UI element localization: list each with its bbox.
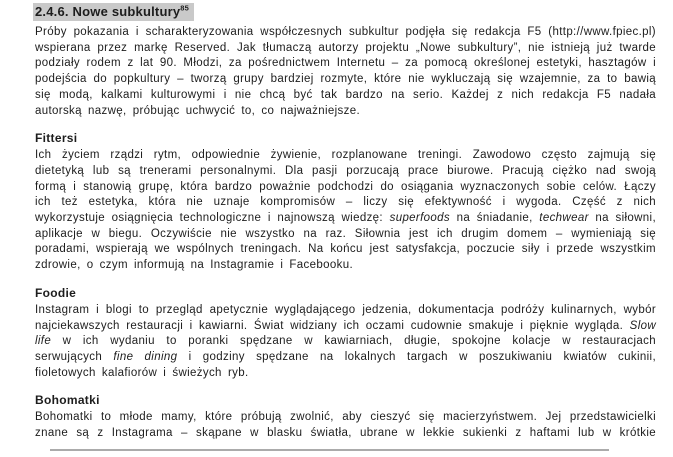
subsection-heading-foodie: Foodie: [35, 285, 77, 300]
subsection-heading-fittersi: Fittersi: [35, 131, 78, 146]
subsection-paragraph-foodie: Instagram i blogi to przegląd apetycznie wyglądającego jedzenia, dokumentacja podróży kulinarnych, wybór najciekawszych restauracji i kawiarni. Świat widziany ich oczami cudownie smakuje i pięknie wygląda. Slow life w ich wydaniu to poranki spędzane w kawiarniach, długie, spokojne kolacje w restauracjach serwujących fine dining i godziny spędzane na lokalnych targach w poszukiwaniu kwiatów cukinii, fioletowych kalafiorów i świeżych ryb.: [35, 303, 656, 379]
section-heading-text: 2.4.6. Nowe subkultury: [35, 4, 181, 19]
subsection-paragraph-bohomatki: Bohomatki to młode mamy, które próbują zwolnić, aby cieszyć się macierzyństwem. Jej przedstawicielki znane są z Instagrama – skąpane w blasku światła, ubrane w lekkie sukienki z haftami lub w krótkie: [35, 411, 656, 440]
section-heading-highlight: [33, 3, 194, 21]
subsection-paragraph-fittersi: Ich życiem rządzi rytm, odpowiednie żywienie, rozplanowane treningi. Zawodowo często zajmują się dietetyką lub są trenerami personalnymi. Dla pasji porzucają prace biurowe. Pracują ciężko nad swoją formą i stanowią grupę, która bardzo poważnie podchodzi do osiągania wyznaczonych sobie celów. Łączy ich też estetyka, która nie uznaje kompromisów – liczy się efektywność i wygoda. Część z nich wykorzystuje osiągnięcia technologiczne i najnowszą wiedzę: superfoods na śniadanie, techwear na siłowni, aplikacje w biegu. Oczywiście nie wszystko na raz. Siłownia jest ich drugim domem – wymieniają się poradami, wspierają we wspólnych treningach. Na końcu jest satysfakcja, poczucie siły i przede wszystkim zdrowie, o czym informują na Instagramie i Facebooku.: [35, 149, 656, 272]
section-heading: [35, 3, 656, 21]
subsection-heading-bohomatki: Bohomatki: [35, 393, 100, 408]
intro-paragraph: Próby pokazania i scharakteryzowania współczesnych subkultur podjęła się redakcja F5 (http://www.fpiec.pl) wspierana przez markę Reserved. Jak tłumaczą autorzy projektu „Nowe subkultury”, nie istnieją już twarde podziały rodem z lat 90. Młodzi, za pośrednictwem Internetu – za pomocą określonej estetyki, hasztagów i podejścia do popkultury – tworzą grupy bardziej rozmyte, które nie wykluczają się wzajemnie, za to bawią się modą, kalkami kulturowymi i nie chcą być tak bardzo na serio. Każdej z nich redakcja F5 nadała autorską nazwę, próbując uchwycić to, co najważniejsze.: [35, 26, 656, 117]
footnote-separator-rule: [50, 449, 609, 451]
footnote-reference: 85: [180, 3, 190, 13]
